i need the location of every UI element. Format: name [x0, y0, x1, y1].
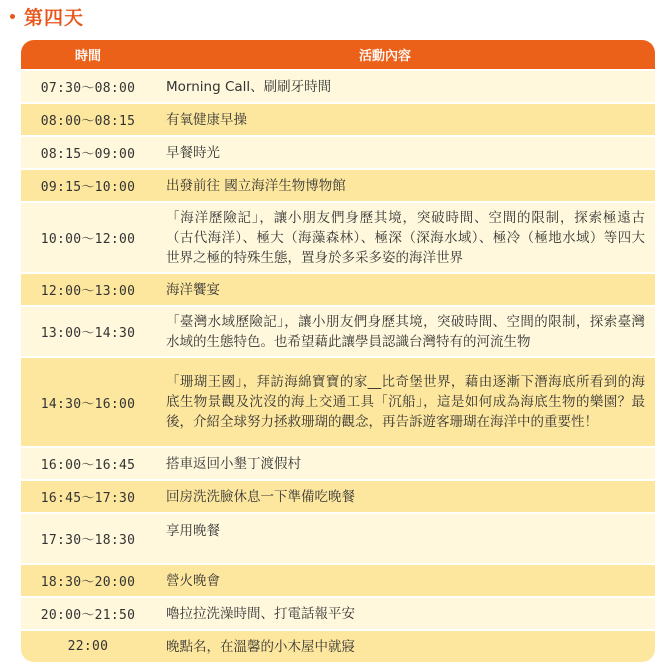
table-header	[21, 40, 655, 69]
row-time: 07:30～08:00	[40, 81, 136, 96]
header-time: 時間	[74, 49, 101, 64]
row-time: 16:45～17:30	[40, 491, 136, 506]
table-row	[21, 563, 655, 596]
table-row	[21, 629, 655, 662]
row-activity: 營火晚會	[166, 572, 220, 589]
row-activity: 嚕拉拉洗澡時間、打電話報平安	[166, 605, 355, 622]
row-time: 22:00	[67, 639, 109, 654]
row-activity: 「海洋歷險記」，讓小朋友們身歷其境，突破時間、空間的限制，探索極遠古（古代海洋）、極大（海藻森林）、極深（深海水域）、極冷（極地水域）等四大世界之極的特殊生態，置身於多采多姿的海洋世界	[166, 209, 645, 266]
table-row	[21, 168, 655, 201]
row-activity: 晚點名，在溫馨的小木屋中就寢	[166, 638, 355, 655]
table-row	[21, 102, 655, 135]
schedule-table	[21, 40, 655, 662]
row-time: 10:00～12:00	[40, 232, 136, 247]
row-activity: 「臺灣水域歷險記」，讓小朋友們身歷其境，突破時間、空間的限制，探索臺灣水域的生態特色。也希望藉此讓學員認識台灣特有的河流生物	[166, 313, 645, 350]
row-activity: 回房洗洗臉休息一下準備吃晚餐	[166, 488, 355, 505]
table-row	[21, 512, 655, 563]
row-time: 12:00～13:00	[40, 284, 136, 299]
section-title	[10, 3, 84, 29]
header-activity: 活動內容	[358, 49, 411, 64]
row-activity: 享用晚餐	[166, 523, 220, 539]
row-time: 20:00～21:50	[40, 608, 136, 623]
table-row	[21, 479, 655, 512]
table-row	[21, 272, 655, 305]
row-activity: 早餐時光	[166, 144, 220, 161]
row-activity: 搭車返回小墾丁渡假村	[166, 455, 301, 472]
table-row	[21, 305, 655, 356]
section-title-text: 第四天	[24, 6, 85, 29]
row-activity: 「珊瑚王國」，拜訪海綿寶寶的家__比奇堡世界，藉由逐漸下潛海底所看到的海底生物景觀及沈沒的海上交通工具「沉船」，這是如何成為海底生物的樂園？最後，介紹全球努力拯救珊瑚的觀念，再告訴遊客珊瑚在海洋中的重要性！	[166, 374, 645, 430]
table-row	[21, 356, 655, 446]
row-time: 14:30～16:00	[40, 396, 136, 412]
row-activity: 海洋饗宴	[166, 281, 220, 298]
bullet-icon	[10, 14, 15, 19]
table-row	[21, 135, 655, 168]
row-activity: 有氧健康早操	[166, 111, 247, 128]
row-time: 08:00～08:15	[40, 114, 136, 129]
row-activity: Morning Call、刷刷牙時間	[166, 78, 332, 95]
table-row	[21, 201, 655, 272]
row-time: 09:15～10:00	[40, 180, 136, 195]
table-row	[21, 596, 655, 629]
row-activity: 出發前往 國立海洋生物博物館	[166, 177, 346, 194]
table-row	[21, 69, 655, 102]
row-time: 08:15～09:00	[40, 147, 136, 162]
row-time: 18:30～20:00	[40, 575, 136, 590]
row-time: 13:00～14:30	[40, 326, 136, 341]
row-time: 17:30～18:30	[40, 533, 136, 548]
table-row	[21, 446, 655, 479]
row-time: 16:00～16:45	[40, 458, 136, 473]
